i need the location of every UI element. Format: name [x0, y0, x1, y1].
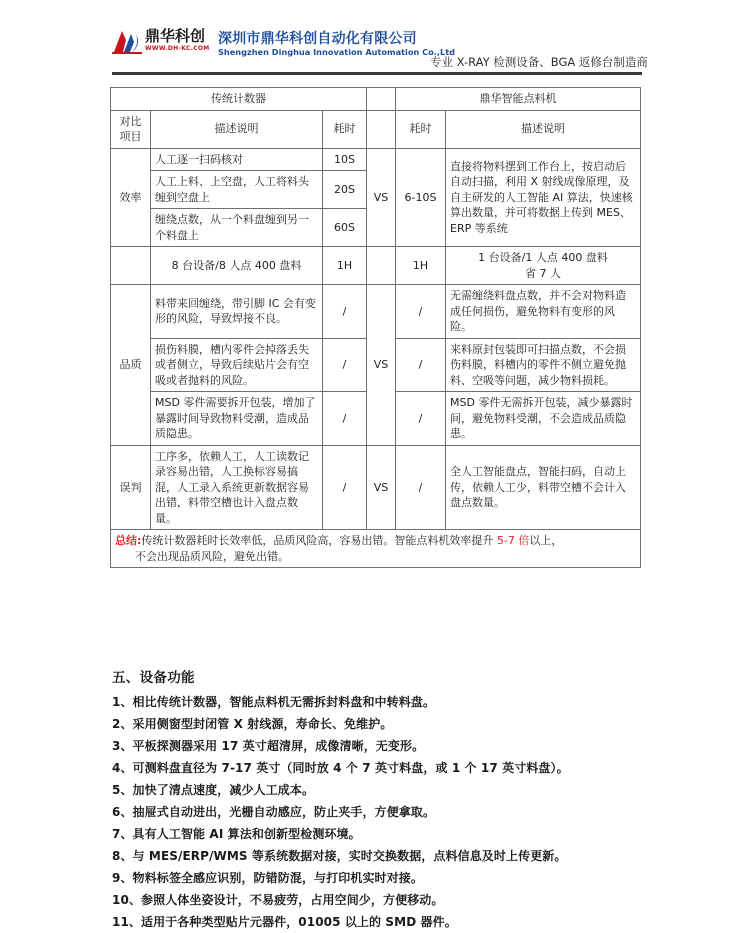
col-header-compare-item: 对比项目: [111, 110, 151, 148]
efficiency-left-time-3: 60S: [323, 209, 367, 247]
efficiency-summary-right-line2: 省 7 人: [525, 266, 562, 280]
table-row: [111, 247, 641, 285]
company-logo: [112, 28, 210, 56]
company-name-block: [218, 31, 455, 58]
table-row: [111, 445, 641, 530]
col-header-time-right: 耗时: [396, 110, 446, 148]
features-section: [112, 668, 657, 933]
feature-item-10: 10、参照人体坐姿设计，不易疲劳，占用空间少，方便移动。: [112, 893, 444, 907]
summary-highlight: 5-7 倍: [496, 534, 530, 547]
misjudge-left-desc: 工序多，依赖人工，人工读数记录容易出错，人工换标容易搞混，人工录入系统更新数据容易出错，料带空槽也计入盘点数量。: [151, 445, 323, 530]
quality-right-time-1: /: [396, 285, 446, 339]
quality-left-desc-2: 损伤料膜，槽内零件会掉落丢失或者侧立，导致后续贴片会有空吸或者抛料的风险。: [151, 338, 323, 392]
quality-left-time-2: /: [323, 338, 367, 392]
group-header-traditional: 传统计数器: [111, 88, 367, 111]
efficiency-left-desc-3: 缠绕点数，从一个料盘缠到另一个料盘上: [151, 209, 323, 247]
group-header-spacer: [367, 88, 396, 111]
row-label-misjudge: 误判: [111, 445, 151, 530]
feature-item-8: 8、与 MES/ERP/WMS 等系统数据对接，实时交换数据，点料信息及时上传更新。: [112, 849, 567, 863]
efficiency-summary-left-time: 1H: [323, 247, 367, 285]
quality-right-desc-2: 来料原封包装即可扫描点数，不会损伤料膜，料槽内的零件不侧立避免抛料、空吸等问题，减少物料损耗。: [446, 338, 641, 392]
misjudge-right-time: /: [396, 445, 446, 530]
feature-item-3: 3、平板探测器采用 17 英寸超清屏，成像清晰，无变形。: [112, 739, 425, 753]
feature-item-1: 1、相比传统计数器，智能点料机无需拆封料盘和中转料盘。: [112, 695, 436, 709]
efficiency-summary-label-cell: [111, 247, 151, 285]
efficiency-summary-left-desc: 8 台设备/8 人点 400 盘料: [151, 247, 323, 285]
efficiency-summary-right-time: 1H: [396, 247, 446, 285]
efficiency-summary-spacer: [367, 247, 396, 285]
row-label-efficiency: 效率: [111, 148, 151, 247]
efficiency-left-desc-2: 人工上料、上空盘，人工将料头缠到空盘上: [151, 171, 323, 209]
feature-item-11: 11、适用于各种类型贴片元器件，01005 以上的 SMD 器件。: [112, 915, 457, 929]
quality-left-desc-3: MSD 零件需要拆开包装，增加了暴露时间导致物料受潮，造成品质隐患。: [151, 392, 323, 446]
col-header-desc-right: 描述说明: [446, 110, 641, 148]
row-label-quality: 品质: [111, 285, 151, 446]
quality-left-desc-1: 料带来回缠绕，带引脚 IC 会有变形的风险，导致焊接不良。: [151, 285, 323, 339]
summary-text-b: 以上，: [529, 534, 563, 547]
misjudge-right-desc: 全人工智能盘点，智能扫码，自动上传，依赖人工少，料带空槽不会计入盘点数量。: [446, 445, 641, 530]
summary-label: 总结:: [115, 534, 142, 547]
table-column-header-row: [111, 110, 641, 148]
vs-label-efficiency: VS: [367, 148, 396, 247]
efficiency-left-time-1: 10S: [323, 148, 367, 171]
quality-right-desc-1: 无需缠绕料盘点数，并不会对物料造成任何损伤，避免物料有变形的风险。: [446, 285, 641, 339]
col-header-time-left: 耗时: [323, 110, 367, 148]
col-header-desc-left: 描述说明: [151, 110, 323, 148]
group-header-dinghua: 鼎华智能点料机: [396, 88, 641, 111]
document-header: [0, 0, 750, 78]
misjudge-left-time: /: [323, 445, 367, 530]
efficiency-right-desc: 直接将物料摆到工作台上，按启动后自动扫描，利用 X 射线成像原理，及自主研发的人工智能 AI 算法，快速核算出数量，并可将数据上传到 MES、ERP 等系统: [446, 148, 641, 247]
feature-item-7: 7、具有人工智能 AI 算法和创新型检测环境。: [112, 827, 361, 841]
feature-item-5: 5、加快了清点速度，减少人工成本。: [112, 783, 315, 797]
summary-text-a: 传统计数器耗时长效率低，品质风险高，容易出错。智能点料机效率提升: [141, 534, 497, 547]
table-row: [111, 285, 641, 339]
feature-item-2: 2、采用侧窗型封闭管 X 射线源，寿命长、免维护。: [112, 717, 393, 731]
flame-logo-icon: [112, 28, 142, 56]
summary-line-2: 不会出现品质风险，避免出错。: [135, 549, 289, 563]
col-header-spacer: [367, 110, 396, 148]
feature-item-6: 6、抽屉式自动进出，光栅自动感应，防止夹手，方便拿取。: [112, 805, 436, 819]
quality-left-time-1: /: [323, 285, 367, 339]
features-title: 五、设备功能: [112, 670, 195, 686]
efficiency-right-time: 6-10S: [396, 148, 446, 247]
efficiency-summary-right-desc: [446, 247, 641, 285]
efficiency-left-time-2: 20S: [323, 171, 367, 209]
feature-item-9: 9、物料标签全感应识别，防错防混，与打印机实时对接。: [112, 871, 423, 885]
quality-right-time-3: /: [396, 392, 446, 446]
vs-label-misjudge: VS: [367, 445, 396, 530]
efficiency-left-desc-1: 人工逐一扫码核对: [151, 148, 323, 171]
company-slogan: 专业 X-RAY 检测设备、BGA 返修台制造商: [430, 55, 648, 69]
logo-chinese-name: 鼎华科创: [145, 27, 206, 45]
vs-label-quality: VS: [367, 285, 396, 446]
quality-right-desc-3: MSD 零件无需拆开包装，减少暴露时间，避免物料受潮，不会造成品质隐患。: [446, 392, 641, 446]
table-row: [111, 148, 641, 171]
logo-website-url: WWW.DH-KC.COM: [145, 45, 210, 52]
company-name-chinese: 深圳市鼎华科创自动化有限公司: [218, 31, 417, 47]
quality-right-time-2: /: [396, 338, 446, 392]
table-summary-cell: [111, 530, 641, 568]
header-divider: [112, 72, 642, 75]
feature-item-4: 4、可测料盘直径为 7-17 英寸（同时放 4 个 7 英寸料盘，或 1 个 17 英寸料盘）。: [112, 761, 569, 775]
table-summary-row: [111, 530, 641, 568]
table-group-header-row: [111, 88, 641, 111]
efficiency-summary-right-line1: 1 台设备/1 人点 400 盘料: [478, 251, 608, 264]
company-name-english: Shengzhen Dinghua Innovation Automation Co.,Ltd: [218, 47, 455, 57]
comparison-table: [110, 87, 641, 568]
quality-left-time-3: /: [323, 392, 367, 446]
